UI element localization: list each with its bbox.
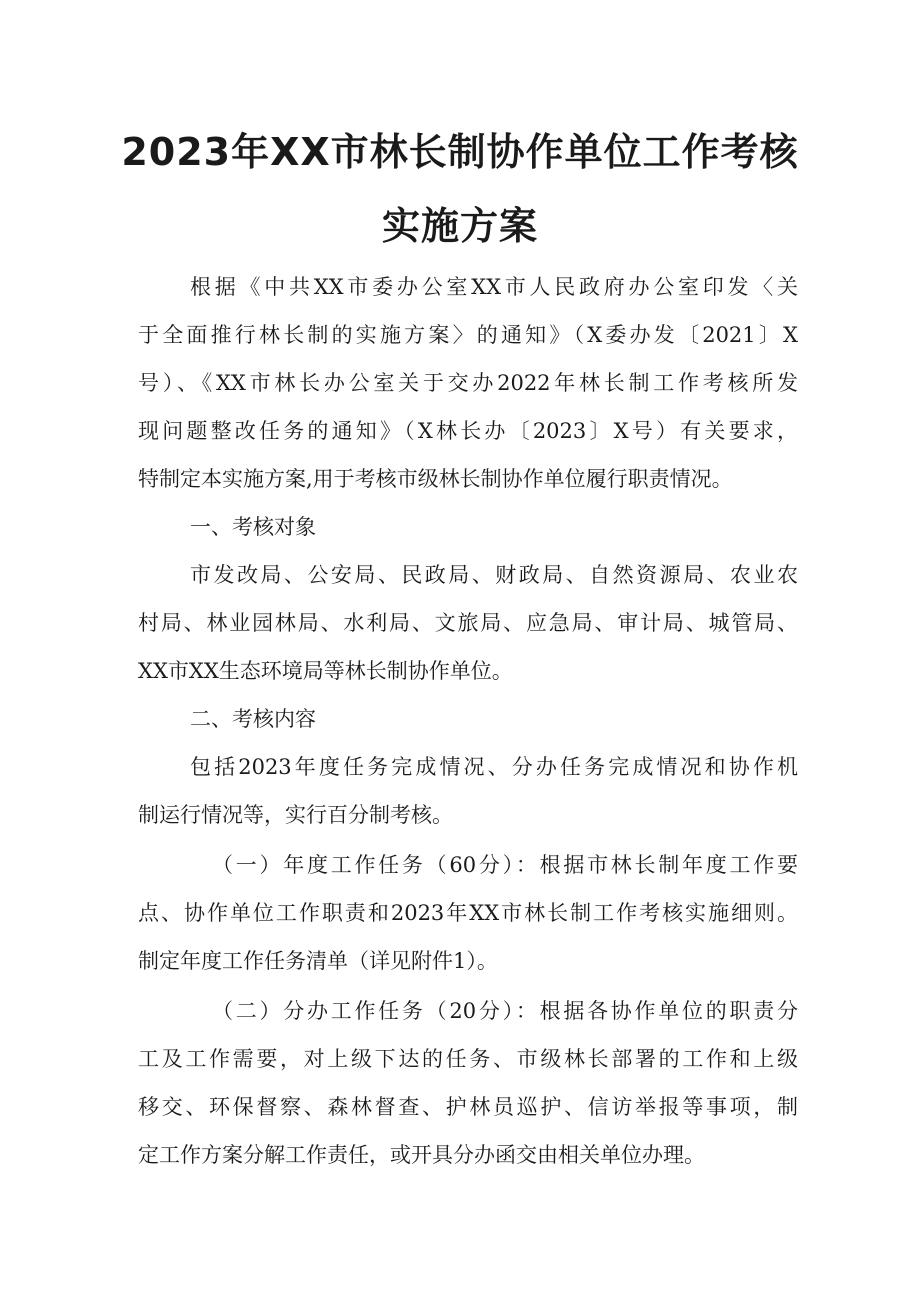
intro-paragraph-line: 号）、《XX市林长办公室关于交办2022年林长制工作考核所发: [138, 371, 798, 395]
item-1-line: 制定年度工作任务清单（详见附件1）。: [138, 949, 498, 973]
document-title-line-1: 2023年XX市林长制协作单位工作考核: [121, 130, 799, 174]
section-1-body-line: 市发改局、公安局、民政局、财政局、自然资源局、农业农: [190, 563, 798, 587]
item-1-line: 点、协作单位工作职责和2023年XX市林长制工作考核实施细则。: [138, 901, 798, 925]
document-title-line-2: 实施方案: [381, 204, 538, 248]
item-1-line: （一）年度工作任务（60分）：根据市林长制年度工作要: [212, 853, 798, 877]
section-1-body-line: 村局、林业园林局、水利局、文旅局、应急局、审计局、城管局、: [138, 611, 798, 635]
item-2-line: 移交、环保督察、森林督查、护林员巡护、信访举报等事项，制: [138, 1095, 798, 1119]
section-2-body-line: 包括2023年度任务完成情况、分办任务完成情况和协作机: [190, 755, 798, 779]
section-1-body-line: XX市XX生态环境局等林长制协作单位。: [138, 659, 513, 683]
section-2-body-line: 制运行情况等，实行百分制考核。: [138, 803, 453, 827]
section-1-heading: 一、考核对象: [190, 515, 316, 539]
item-2-line: （二）分办工作任务（20分）：根据各协作单位的职责分: [212, 999, 798, 1023]
intro-paragraph-line: 于全面推行林长制的实施方案〉的通知》（X委办发〔2021〕X: [138, 323, 798, 347]
item-2-line: 定工作方案分解工作责任，或开具分办函交由相关单位办理。: [138, 1143, 705, 1167]
intro-paragraph-line: 现问题整改任务的通知》（X林长办〔2023〕X号）有关要求，: [138, 419, 798, 443]
intro-paragraph-line: 根据《中共XX市委办公室XX市人民政府办公室印发〈关: [190, 275, 798, 299]
section-2-heading: 二、考核内容: [190, 707, 316, 731]
item-2-line: 工及工作需要，对上级下达的任务、市级林长部署的工作和上级: [138, 1047, 798, 1071]
intro-paragraph-line: 特制定本实施方案,用于考核市级林长制协作单位履行职责情况。: [138, 467, 733, 491]
